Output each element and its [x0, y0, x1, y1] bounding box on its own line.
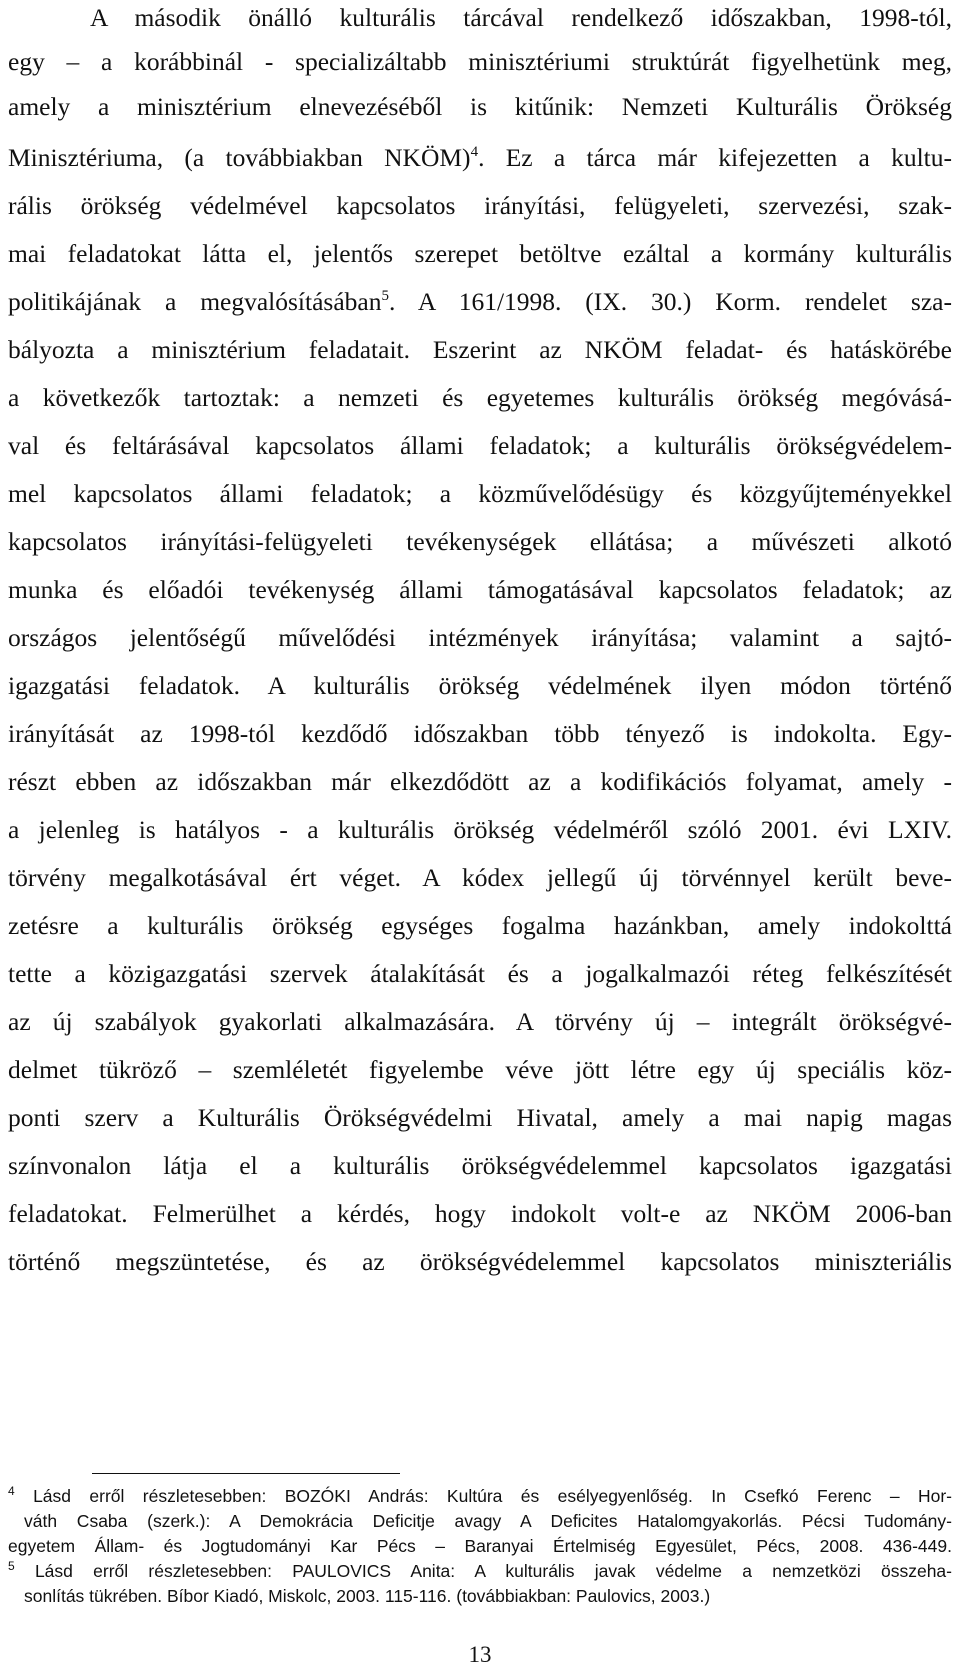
footnote-line: egyetem Állam- és Jogtudományi Kar Pécs – Baranyai Értelmiség Egyesület, Pécs, 2008. 436-449.	[8, 1536, 952, 1556]
paragraph-line: munka és előadói tevékenység állami támogatásával kapcsolatos feladatok; az	[8, 575, 952, 604]
paragraph-line: val és feltárásával kapcsolatos állami feladatok; a kulturális örökségvédelem-	[8, 431, 952, 460]
paragraph-line: delmet tükröző – szemléletét figyelembe véve jött létre egy új speciális köz-	[8, 1055, 952, 1084]
paragraph-line: az új szabályok gyakorlati alkalmazására. A törvény új – integrált örökségvé-	[8, 1007, 952, 1036]
paragraph-line: kapcsolatos irányítási-felügyeleti tevékenységek ellátása; a művészeti alkotó	[8, 527, 952, 556]
paragraph-line: a következők tartoztak: a nemzeti és egyetemes kulturális örökség megóvásá-	[8, 383, 952, 412]
paragraph-line: országos jelentőségű művelődési intézmények irányítása; valamint a sajtó-	[8, 623, 952, 652]
footnote-number: 4	[8, 1484, 15, 1498]
paragraph-line: tette a közigazgatási szervek átalakítását és a jogalkalmazói réteg felkészítését	[8, 959, 952, 988]
footnote-number: 5	[8, 1559, 15, 1573]
paragraph-line: A második önálló kulturális tárcával rendelkező időszakban, 1998-tól,	[90, 3, 952, 32]
line-text: . Ez a tárca már kifejezetten a kultu-	[478, 143, 952, 172]
footnote-line: váth Csaba (szerk.): A Demokrácia Deficitje avagy A Deficites Hatalomgyakorlás. Pécsi Tudomány-	[24, 1511, 952, 1531]
line-text: . A 161/1998. (IX. 30.) Korm. rendelet sza-	[388, 287, 952, 316]
paragraph-line	[8, 285, 952, 319]
footnote-ref-4[interactable]: 4	[470, 144, 479, 160]
paragraph-line: igazgatási feladatok. A kulturális örökség védelmének ilyen módon történő	[8, 671, 952, 700]
footnote-text: Lásd erről részletesebben: BOZÓKI András: Kultúra és esélyegyenlőség. In Csefkó Ferenc – Hor-	[33, 1486, 953, 1506]
line-text: politikájának a megvalósításában	[8, 287, 382, 316]
paragraph-line: zetésre a kulturális örökség egységes fogalma hazánkban, amely indokolttá	[8, 911, 952, 940]
paragraph-line: mel kapcsolatos állami feladatok; a közművelődésügy és közgyűjteményekkel	[8, 479, 952, 508]
paragraph-line: bályozta a minisztérium feladatait. Eszerint az NKÖM feladat- és hatáskörébe	[8, 335, 952, 364]
paragraph-line	[8, 141, 952, 175]
paragraph-line: irányítását az 1998-tól kezdődő időszakban több tényező is indokolta. Egy-	[8, 719, 952, 748]
footnote-4	[8, 1484, 952, 1509]
paragraph-line: rális örökség védelmével kapcsolatos irányítási, felügyeleti, szervezési, szak-	[8, 191, 952, 220]
paragraph-line: törvény megalkotásával ért véget. A kódex jellegű új törvénnyel került beve-	[8, 863, 952, 892]
paragraph-line: mai feladatokat látta el, jelentős szerepet betöltve ezáltal a kormány kulturális	[8, 239, 952, 268]
footnote-line: sonlítás tükrében. Bíbor Kiadó, Miskolc, 2003. 115-116. (továbbiakban: Paulovics, 2003.)	[24, 1586, 711, 1606]
page-number: 13	[468, 1642, 492, 1667]
paragraph-line: amely a minisztérium elnevezéséből is kitűnik: Nemzeti Kulturális Örökség	[8, 92, 952, 121]
paragraph-line: színvonalon látja el a kulturális örökségvédelemmel kapcsolatos igazgatási	[8, 1151, 952, 1180]
paragraph-line: történő megszüntetése, és az örökségvédelemmel kapcsolatos miniszteriális	[8, 1247, 952, 1276]
paragraph-line: egy – a korábbinál - specializáltabb minisztériumi struktúrát figyelhetünk meg,	[8, 47, 952, 76]
footnote-ref-5[interactable]: 5	[381, 288, 389, 304]
line-text: Minisztériuma, (a továbbiakban NKÖM)	[8, 143, 471, 172]
footnote-text: Lásd erről részletesebben: PAULOVICS Anita: A kulturális javak védelme a nemzetközi összeha-	[34, 1561, 952, 1581]
paragraph-line: feladatokat. Felmerülhet a kérdés, hogy indokolt volt-e az NKÖM 2006-ban	[8, 1199, 952, 1228]
paragraph-line: a jelenleg is hatályos - a kulturális örökség védelméről szóló 2001. évi LXIV.	[8, 815, 952, 844]
footnote-5	[8, 1559, 952, 1584]
paragraph-line: részt ebben az időszakban már elkezdődött az a kodifikációs folyamat, amely -	[8, 767, 952, 796]
paragraph-line: ponti szerv a Kulturális Örökségvédelmi Hivatal, amely a mai napig magas	[8, 1103, 952, 1132]
footnote-separator	[92, 1473, 400, 1474]
